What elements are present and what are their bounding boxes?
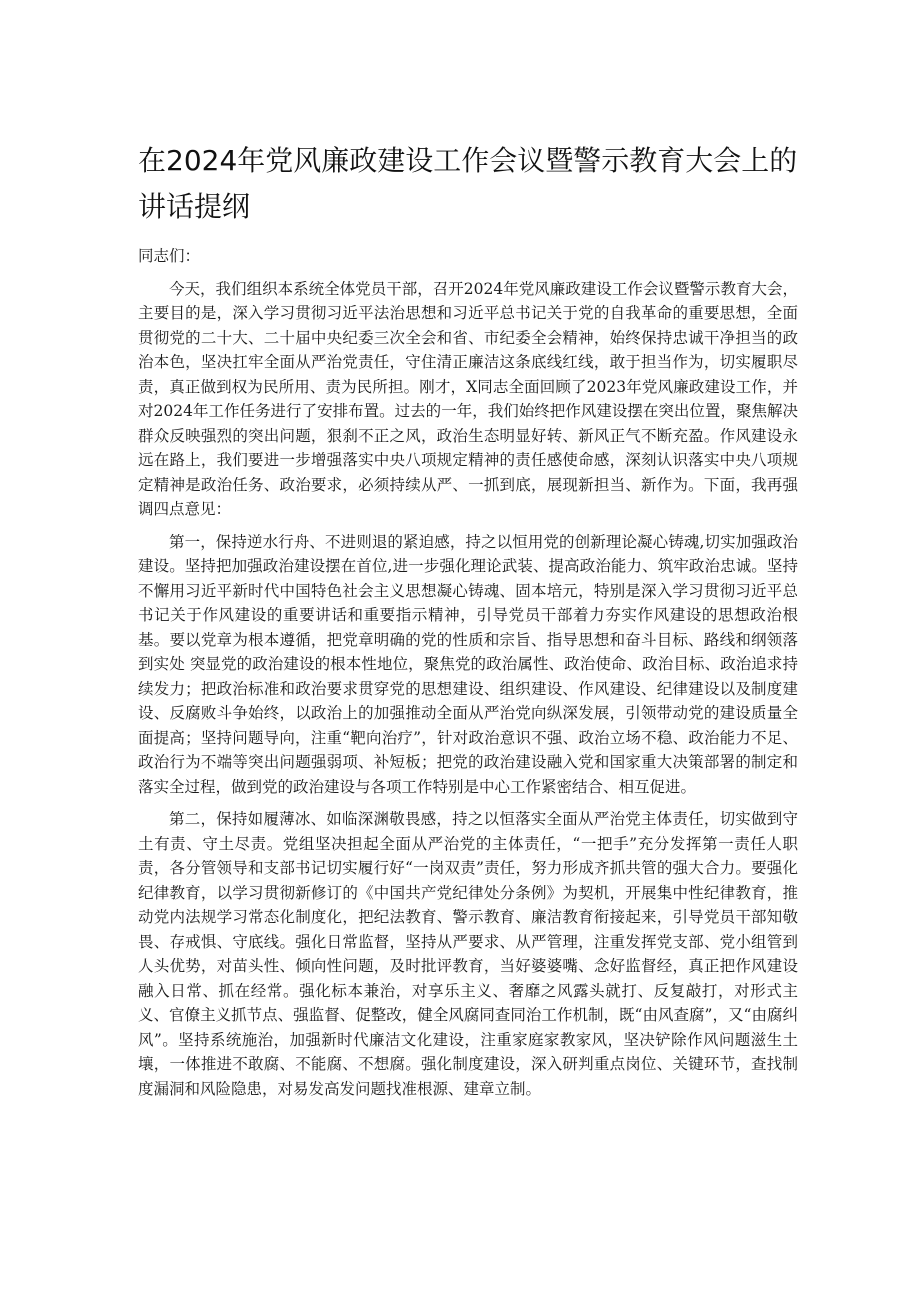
paragraph-second-point: 第二，保持如履薄冰、如临深渊敬畏感，持之以恒落实全面从严治党主体责任，切实做到守土有责、守土尽责。党组坚决担起全面从严治党的主体责任，“一把手”充分发挥第一责任人职责，各分管领导和支部书记切实履行好“一岗双责”责任，努力形成齐抓共管的强大合力。要强化纪律教育，以学习贯彻新修订的《中国共产党纪律处分条例》为契机，开展集中性纪律教育，推动党内法规学习常态化制度化，把纪法教育、警示教育、廉洁教育衔接起来，引导党员干部知敬畏、存戒惧、守底线。强化日常监督，坚持从严要求、从严管理，注重发挥党支部、党小组管到人头优势，对苗头性、倾向性问题，及时批评教育，当好婆婆嘴、念好监督经，真正把作风建设融入日常、抓在经常。强化标本兼治，对享乐主义、奢靡之风露头就打、反复敲打，对形式主义、官僚主义抓节点、强监督、促整改，健全风腐同查同治工作机制，既“由风查腐”，又“由腐纠风”。坚持系统施治，加强新时代廉洁文化建设，注重家庭家教家风，坚决铲除作风问题滋生土壤，一体推进不敢腐、不能腐、不想腐。强化制度建设，深入研判重点岗位、关键环节，查找制度漏洞和风险隐患，对易发高发问题找准根源、建章立制。 [138,810,798,1098]
document-title: 在2024年党风廉政建设工作会议暨警示教育大会上的讲话提纲 [138,144,798,223]
paragraph-first-point: 第一，保持逆水行舟、不进则退的紧迫感，持之以恒用党的创新理论凝心铸魂,切实加强政治建设。坚持把加强政治建设摆在首位,进一步强化理论武装、提高政治能力、筑牢政治忠诚。坚持不懈用习近平新时代中国特色社会主义思想凝心铸魂、固本培元，特别是深入学习贯彻习近平总书记关于作风建设的重要讲话和重要指示精神，引导党员干部着力夯实作风建设的思想政治根基。要以党章为根本遵循，把党章明确的党的性质和宗旨、指导思想和奋斗目标、路线和纲领落到实处 突显党的政治建设的根本性地位，聚焦党的政治属性、政治使命、政治目标、政治追求持续发力；把政治标准和政治要求贯穿党的思想建设、组织建设、作风建设、纪律建设以及制度建设、反腐败斗争始终，以政治上的加强推动全面从严治党向纵深发展，引领带动党的建设质量全面提高；坚持问题导向，注重“靶向治疗”，针对政治意识不强、政治立场不稳、政治能力不足、政治行为不端等突出问题强弱项、补短板；把党的政治建设融入党和国家重大决策部署的制定和落实全过程，做到党的政治建设与各项工作特别是中心工作紧密结合、相互促进。 [138,532,798,796]
salutation: 同志们： [138,247,201,265]
document-page [138,138,798,1109]
paragraph-intro: 今天，我们组织本系统全体党员干部，召开2024年党风廉政建设工作会议暨警示教育大会，主要目的是，深入学习贯彻习近平法治思想和习近平总书记关于党的自我革命的重要思想，全面贯彻党的二十大、二十届中央纪委三次全会和省、市纪委全会精神，始终保持忠诚干净担当的政治本色，坚决扛牢全面从严治党责任，守住清正廉洁这条底线红线，敢于担当作为，切实履职尽责，真正做到权为民所用、责为民所担。刚才，X同志全面回顾了2023年党风廉政建设工作，并对2024年工作任务进行了安排布置。过去的一年，我们始终把作风建设摆在突出位置，聚焦解决群众反映强烈的突出问题，狠刹不正之风，政治生态明显好转、新风正气不断充盈。作风建设永远在路上，我们要进一步增强落实中央八项规定精神的责任感使命感，深刻认识落实中央八项规定精神是政治任务、政治要求，必须持续从严、一抓到底，展现新担当、新作为。下面，我再强调四点意见： [138,279,798,518]
